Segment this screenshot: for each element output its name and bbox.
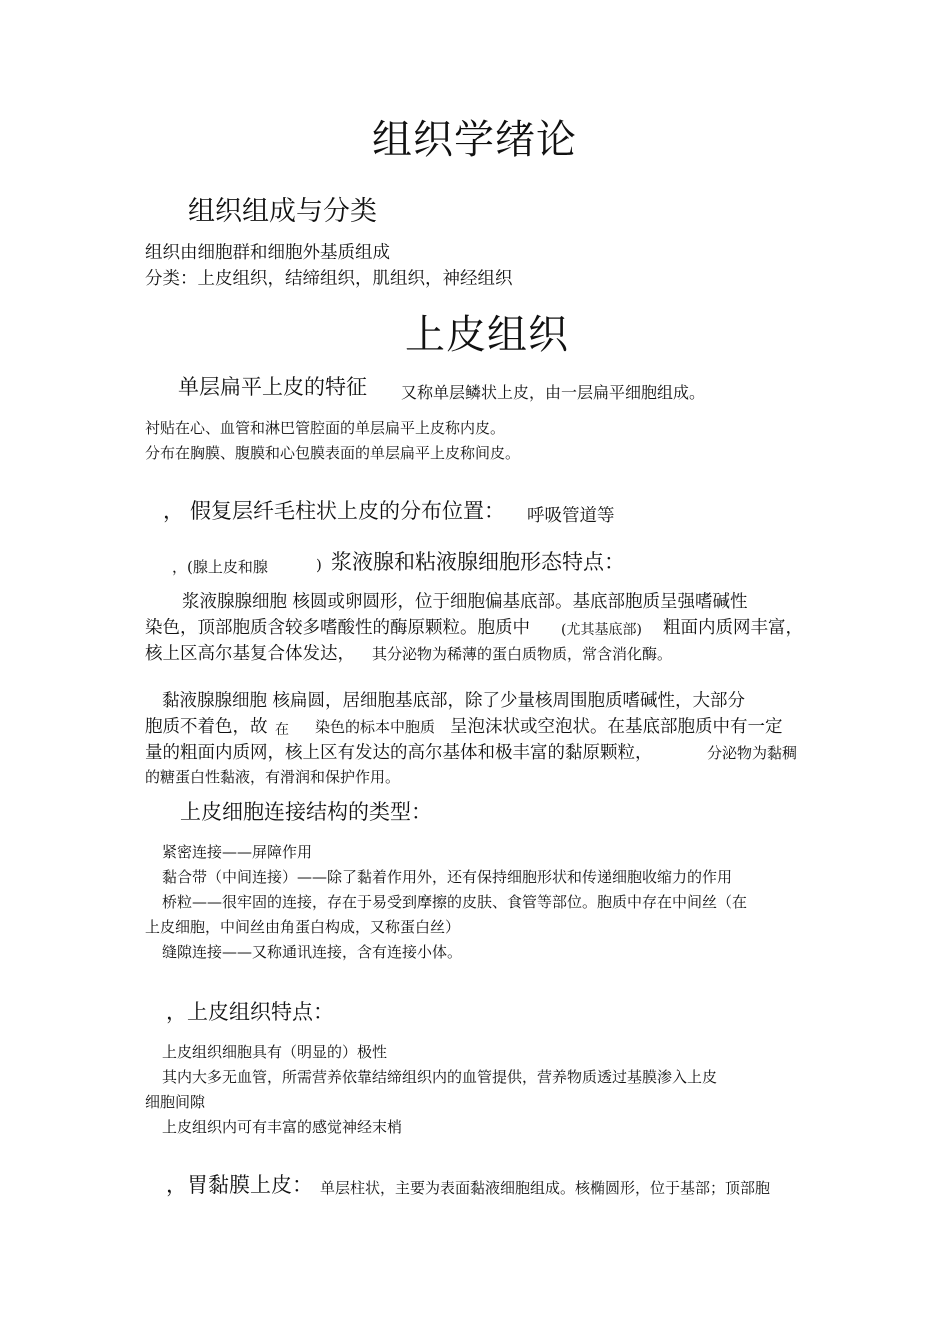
serous-line-2c: 粗面内质网丰富， — [663, 618, 803, 638]
mucous-line-3a: 量的粗面内质网，核上区有发达的高尔基体和极丰富的黏原颗粒， — [145, 743, 653, 763]
composition-line-2: 分类：上皮组织，结缔组织，肌组织，神经组织 — [145, 269, 513, 289]
pseudo-prefix: ， — [163, 499, 184, 523]
serous-line-3a: 核上区高尔基复合体发达， — [145, 644, 355, 664]
pseudostratified-inline: 呼吸管道等 — [527, 506, 615, 526]
heading-pseudostratified: 假复层纤毛柱状上皮的分布位置： — [190, 499, 505, 523]
mucous-line-2d: 呈泡沫状或空泡状。在基底部胞质中有一定 — [450, 717, 783, 737]
feature-item-vessels-cont: 细胞间隙 — [145, 1093, 206, 1111]
junction-item-desmosome: 桥粒——很牢固的连接，存在于易受到摩擦的皮肤、食管等部位。胞质中存在中间丝（在 — [162, 893, 748, 911]
junction-item-desmosome-cont: 上皮细胞，中间丝由角蛋白构成，又称蛋白丝） — [145, 918, 461, 936]
heading-gland-cells: 浆液腺和粘液腺细胞形态特点： — [331, 550, 625, 574]
mucous-line-3b: 分泌物为黏稠 — [707, 744, 798, 762]
serous-line-2a: 染色，顶部胞质含较多嗜酸性的酶原颗粒。胞质中 — [145, 618, 530, 638]
document-title: 组织学绪论 — [372, 117, 577, 163]
gland-paren: ) — [316, 556, 322, 574]
simple-squamous-line-2: 分布在胸膜、腹膜和心包膜表面的单层扁平上皮称间皮。 — [145, 444, 521, 462]
junction-item-adherens: 黏合带（中间连接）——除了黏着作用外，还有保持细胞形状和传递细胞收缩力的作用 — [162, 868, 733, 886]
junction-item-gap: 缝隙连接——又称通讯连接，含有连接小体。 — [162, 943, 463, 961]
heading-epithelium-features: ，上皮组织特点： — [166, 1000, 334, 1024]
feature-item-polarity: 上皮组织细胞具有（明显的）极性 — [162, 1043, 388, 1061]
heading-simple-squamous: 单层扁平上皮的特征 — [178, 375, 367, 399]
junction-item-tight: 紧密连接——屏障作用 — [162, 843, 313, 861]
section-heading-composition: 组织组成与分类 — [188, 196, 377, 227]
heading-cell-junctions: 上皮细胞连接结构的类型： — [180, 800, 432, 824]
feature-item-vessels: 其内大多无血管，所需营养依靠结缔组织内的血管提供，营养物质透过基膜渗入上皮 — [162, 1068, 718, 1086]
serous-line-3b: 其分泌物为稀薄的蛋白质物质，常含消化酶。 — [372, 645, 673, 663]
mucous-line-2c: 染色的标本中胞质 — [315, 718, 436, 736]
composition-line-1: 组织由细胞群和细胞外基质组成 — [145, 243, 390, 263]
heading-gastric-mucosa: ，胃黏膜上皮： — [166, 1173, 313, 1197]
mucous-line-2b: 在 — [275, 722, 289, 738]
mucous-line-4: 的糖蛋白性黏液，有滑润和保护作用。 — [145, 768, 401, 786]
mucous-line-1: 黏液腺腺细胞 核扁圆，居细胞基底部，除了少量核周围胞质嗜碱性，大部分 — [162, 691, 746, 711]
simple-squamous-inline: 又称单层鳞状上皮，由一层扁平细胞组成。 — [401, 383, 706, 402]
serous-line-2b: (尤其基底部) — [561, 622, 642, 638]
gastric-inline: 单层柱状，主要为表面黏液细胞组成。核椭圆形，位于基部；顶部胞 — [320, 1179, 771, 1197]
serous-line-1: 浆液腺腺细胞 核圆或卵圆形，位于细胞偏基底部。基底部胞质呈强嗜碱性 — [182, 592, 748, 612]
chapter-heading-epithelium: 上皮组织 — [405, 312, 569, 358]
mucous-line-2a: 胞质不着色，故 — [145, 717, 268, 737]
gland-prefix: ，(腺上皮和腺 — [172, 558, 268, 576]
simple-squamous-line-1: 衬贴在心、血管和淋巴管腔面的单层扁平上皮称内皮。 — [145, 419, 506, 437]
feature-item-nerves: 上皮组织内可有丰富的感觉神经末梢 — [162, 1118, 403, 1136]
